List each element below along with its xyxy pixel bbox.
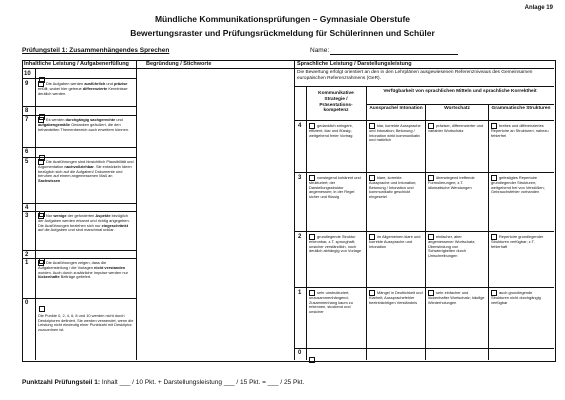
row-rule xyxy=(22,298,136,299)
descriptor-7: Es werden durchgängig sachgerechte und aufgabengemäße Gedanken geäußert, die den behandelten Themenbereich auch erweitern können. xyxy=(38,117,129,132)
left-column-divider xyxy=(136,60,137,360)
right-rule xyxy=(294,172,554,173)
right-rule xyxy=(294,86,554,87)
r3-komm: vorwiegend kohärent und strukturiert; der Darstellungsstruktur angemessen; in der Regel sicher und flüssig xyxy=(309,175,361,199)
row-rule xyxy=(22,250,136,251)
right-level-0: 0 xyxy=(298,350,302,356)
level-4: 4 xyxy=(25,205,29,211)
right-rule xyxy=(294,231,554,232)
r2-komm: grundlegende Struktur erkennbar, z.T. sprunghaft; unsicher verständlich, noch deutlich abhängig von Vorlage xyxy=(309,234,362,254)
intro-note: Die Bewertung erfolgt orientiert an den in den Lehrplänen ausgewiesenen Referenzniveaus des Gemeinsamen europäischen Referenzrahmens (GeR). xyxy=(297,70,533,81)
level-2: 2 xyxy=(25,252,29,258)
right-level-3: 3 xyxy=(298,175,302,181)
section-heading: Prüfungsteil 1: Zusammenhängendes Sprechen xyxy=(22,47,170,54)
right-rule xyxy=(294,287,554,288)
right-level-1: 1 xyxy=(298,290,302,296)
r3-gram: gefestigtes Repertoire grundlegender Strukturen; weitgehend frei von Verstößen; Gebrauchsfehler vorhanden xyxy=(491,175,545,195)
anlage-label: Anlage 19 xyxy=(524,5,553,11)
col-header-kommunikative-strategie: Kommunikative Strategie / Präsentations-kompetenz xyxy=(318,91,354,114)
header-rule-right xyxy=(294,68,554,69)
r3-wort: überwiegend treffende Formulierungen; z.T. idiomatische Wendungen xyxy=(428,175,475,190)
level-8: 8 xyxy=(25,108,29,114)
r1-auss: Mängel in Deutlichkeit und Klarheit; Aussprachefehler beeinträchtigen Verständnis xyxy=(369,290,423,305)
r4-komm: gedanklich stringent, effizient, klar und flüssig; weitgehend freier Vortrag xyxy=(309,123,353,138)
r4-wort: präziser, differenzierter und variabler Wortschatz xyxy=(428,123,484,133)
descriptor-note: Die Punkte 0, 2, 4, 6, 8 und 10 werden nicht durch Deskriptoren definiert. Sie werden verwendet, wenn die Leistung nicht eindeutig einer Punktzahl mit Deskriptor zuzuordnen ist. xyxy=(38,313,134,332)
header-rule-left xyxy=(22,68,294,69)
main-divider xyxy=(294,60,295,360)
right-col-divider xyxy=(366,86,367,360)
header-inhalt: Inhaltliche Leistung / Aufgabenerfüllung xyxy=(24,61,129,67)
level-9: 9 xyxy=(25,81,29,87)
row-rule xyxy=(22,147,136,148)
level-7: 7 xyxy=(25,117,29,123)
level-10: 10 xyxy=(24,71,31,77)
right-rule xyxy=(294,348,554,349)
col-header-wortschatz: Wortschatz xyxy=(444,106,470,111)
col-header-aussprache: Aussprache/ Intonation xyxy=(369,106,423,111)
r2-wort: einfacher, aber angemessener Wortschatz; Überwindung von Schwierigkeiten durch Umschreibungen xyxy=(428,234,476,258)
r2-auss: im Allgemeinen klare und korrekte Aussprache und Intonation xyxy=(369,234,421,249)
col-header-grammatik: Grammatische Strukturen xyxy=(491,106,551,111)
right-level-divider xyxy=(306,86,307,360)
footer-text: Inhalt ___ / 10 Pkt. + Darstellungsleistung ___ / 15 Pkt. = ___ / 25 Pkt. xyxy=(101,379,305,386)
page-subtitle: Bewertungsraster und Prüfungsrückmeldung für Schülerinnen und Schüler xyxy=(130,28,435,38)
r4-auss: klar, korrekte Aussprache und Intonation; Betonung / Intonation wirkt kommunikativ und natürlich xyxy=(369,123,421,143)
descriptor-3: Nur wenige der geforderten Aspekte bezüglich der Aufgaben werden erkannt und richtig angegeben. Die Ausführungen beziehen sich nur eingeschränkt auf die Aufgaben und sind manchmal unklar. xyxy=(38,213,130,233)
descriptor-1: Die Ausführungen zeigen, dass die Aufgabenstellung / die Vorlagen nicht verstanden wurden. Auch durch zusätzliche Impulse werden nur lückenhafte Beiträge geliefert. xyxy=(38,260,128,280)
right-col-divider xyxy=(425,104,426,360)
r3-auss: klare, korrekte Aussprache und Intonation; Betonung / Intonation und kommunikativ geschickt eingesetzt xyxy=(369,175,417,199)
right-col-divider xyxy=(488,104,489,360)
right-rule xyxy=(294,120,554,121)
level-3: 3 xyxy=(25,213,29,219)
footer-score xyxy=(22,379,304,386)
col-header-verfuegbarkeit: Verfügbarkeit von sprachlichen Mitteln und sprachliche Korrektheit xyxy=(383,89,537,94)
left-divider xyxy=(35,68,36,360)
page-title: Mündliche Kommunikationsprüfungen – Gymnasiale Oberstufe xyxy=(154,14,411,24)
name-label: Name: xyxy=(310,47,330,54)
footer-label: Punktzahl Prüfungsteil 1: xyxy=(22,379,101,386)
r1-komm: sehr unstrukturiert, unzusammenhängend; Zusammenhang kaum zu erkennen, stockend und unsicher xyxy=(309,290,353,314)
row-rule xyxy=(22,203,136,204)
row-rule xyxy=(22,106,136,107)
r1-gram: auch grundlegende Strukturen nicht durchgängig verfügbar xyxy=(491,290,541,305)
level-6: 6 xyxy=(25,149,29,155)
checkbox-r0[interactable] xyxy=(309,351,317,369)
r4-gram: breites und differenziertes Repertoire an Strukturen, nahezu fehlerfrei xyxy=(491,123,549,138)
level-5: 5 xyxy=(25,159,29,165)
r2-gram: Repertoire grundlegender Strukturen verfügbar; z.T. fehlerhaft xyxy=(491,234,544,249)
level-1: 1 xyxy=(25,260,29,266)
header-begruendung: Begründung / Stichworte xyxy=(146,61,212,67)
descriptor-9: Die Aufgaben werden ausführlich und präzise erfüllt, wobei hier getreue differenzierte Kenntnisse deutlich werden. xyxy=(38,81,128,96)
name-field[interactable] xyxy=(330,54,458,55)
descriptor-5: Die Ausführungen sind hinsichtlich Plausibilität und Argumentation nachvollziehbar. Sie entwickeln Ideen bezüglich sich auf die Aufgaben/ Dokumente und beruhen auf einem angemessenen Maß an Sachwissen xyxy=(38,159,134,183)
right-level-4: 4 xyxy=(298,123,302,129)
right-level-2: 2 xyxy=(298,234,302,240)
header-sprachlich: Sprachliche Leistung / Darstellungsleistung xyxy=(297,61,412,67)
level-0: 0 xyxy=(25,300,29,306)
right-rule xyxy=(366,104,554,105)
r1-wort: sehr einfacher und lückenhafter Wortschatz; häufige Wiederholungen xyxy=(428,290,485,305)
